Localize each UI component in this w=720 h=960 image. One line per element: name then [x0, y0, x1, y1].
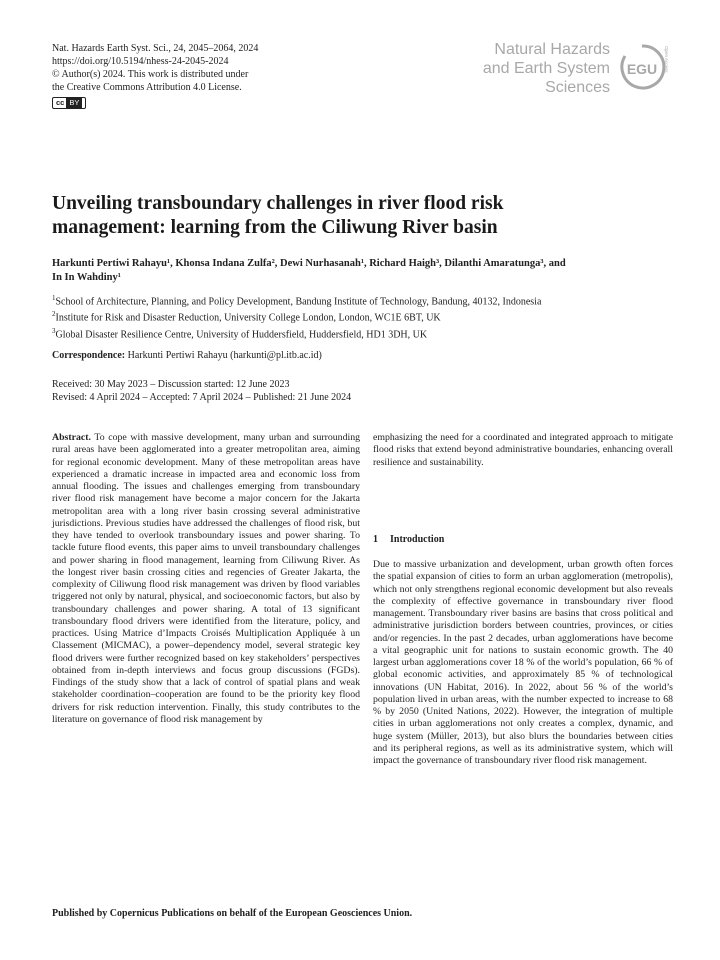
doi-link[interactable]: https://doi.org/10.5194/nhess-24-2045-2024 [52, 56, 229, 67]
affiliation-item: $^3$Global Disaster Resilience Centre, University of Huddersfield, Huddersfield, HD1 3DH, UK [52, 326, 428, 340]
publisher-footer: Published by Copernicus Publications on behalf of the European Geosciences Union. [52, 908, 413, 919]
article-header-meta [52, 42, 372, 109]
correspondence-email[interactable]: Harkunti Pertiwi Rahayu (harkunti@pl.itb.ac.id) [127, 350, 322, 361]
svg-text:EGU: EGU [626, 61, 658, 77]
introduction-text: Due to massive urbanization and development, urban growth often forces the spatial expansion of cities to form an urban agglomeration (metropolis), which not only strengthens regional economic development but also reveals the complexity of effective governance in transboundary river flood management. Transboundary river basins are basins that cross political and administrative jurisdiction borders between countries, provinces, or cities and/or regencies. In the past 2 decades, urban agglomerations have become a vital geographic unit for nations to sustain economic growth. The 40 largest urban agglomerations cover 18 % of the world’s population, 66 % of global economic activities, and approximately 85 % of technological innovations (UN Habitat, 2016). In 2022, about 56 % of the world’s population lived in urban areas, with the number expected to increase to 68 % by 2050 (United Nations, 2022). However, the integration of multiple cities in urban agglomerations not only creates a complex, dynamic, and huge system (Müller, 2013), but also blurs the boundaries between cities and its peripheral regions, as well as its administrative system, which will impact the governance of transboundary river flood risk management. [373, 559, 673, 766]
abstract [52, 432, 360, 726]
correspondence [52, 349, 672, 362]
copyright-notice: © Author(s) 2024. This work is distributed under [52, 69, 249, 80]
svg-text:Open Access: Open Access [664, 46, 669, 73]
author-list: Harkunti Pertiwi Rahayu¹, Khonsa Indana Zulfa², Dewi Nurhasanah¹, Richard Haigh³, Dilanthi Amaratunga³, and In In Wahdiny¹ [52, 258, 566, 283]
publication-dates [52, 378, 672, 404]
affiliation-item: $^2$Institute for Risk and Disaster Reduction, University College London, London, WC1E 6BT, UK [52, 310, 441, 324]
journal-citation: Nat. Hazards Earth Syst. Sci., 24, 2045–2064, 2024 [52, 43, 259, 54]
abstract-continuation: emphasizing the need for a coordinated and integrated approach to mitigate flood risks that extend beyond administrative boundaries, enhancing overall resilience and sustainability. [373, 432, 673, 468]
abstract-text: To cope with massive development, many urban and surrounding rural areas have been agglomerated into a greater metropolitan area, aiming for regional economic development. Many of these metropolitan areas have experienced a dramatic increase in impacted area and economic loss from annual flooding. The issues and challenges emerging from transboundary river flood risk management have become a major concern for the Jakarta metropolitan area with a long river basin crossing several administrative jurisdictions. Previous studies have addressed the challenges of flood risk, but they have tended to overlook transboundary issues and power sharing. To tackle future flood events, this paper aims to unveil transboundary challenges and power sharing in flood management, learning from Ciliwung River. As the longest river basin crossing cities and regencies of Greater Jakarta, the complexity of Ciliwung flood risk management was driven by flood variables triggered not only by natural, physical, and socioeconomic factors, but also by transboundary challenges and power sharing. A total of 13 significant transboundary flood drivers were identified from the literature, policy, and practices. Using Matrice d’Impacts Croisés Multiplication Appliquée à un Classement (MICMAC), a power–dependency model, several strategic key flood drivers were further recognized based on key stakeholders’ perspectives obtained from in-depth interviews and focus group discussions (FGDs). Findings of the study show that a lack of control of spatial plans and weak stakeholder coordination–cooperation are found to be the priority key flood drivers for risk reduction intervention. Finally, this study contributes to the literature on governance of flood risk management by [52, 432, 360, 725]
license-notice: the Creative Commons Attribution 4.0 License. [52, 82, 242, 93]
cc-by-badge[interactable]: cc BY [52, 97, 86, 109]
journal-name: Natural Hazards and Earth System Sciences [482, 41, 610, 96]
correspondence-label: Correspondence: [52, 350, 126, 361]
abstract-label: Abstract. [52, 432, 91, 443]
received-date: Received: 30 May 2023 – Discussion started: 12 June 2023 [52, 379, 290, 390]
paper-title: Unveiling transboundary challenges in river flood risk management: learning from the Ciliwung River basin [52, 193, 504, 238]
affiliation-list [52, 292, 672, 341]
affiliation-item: $^1$School of Architecture, Planning, and Policy Development, Bandung Institute of Technology, Bandung, 40132, Indonesia [52, 294, 542, 308]
journal-masthead [428, 38, 668, 108]
egu-logo-icon [616, 40, 668, 98]
revised-date: Revised: 4 April 2024 – Accepted: 7 April 2024 – Published: 21 June 2024 [52, 392, 352, 403]
section-heading-introduction: 1 Introduction [373, 534, 445, 545]
